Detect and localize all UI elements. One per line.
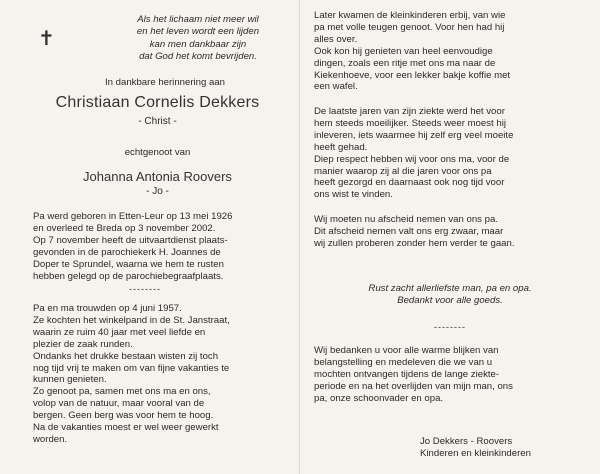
text-line: bergen. Geen berg was voor hem te hoog.: [33, 410, 214, 422]
poem-line: dat God het komt bevrijden.: [139, 50, 257, 62]
text-line: Ook kon hij genieten van heel eenvoudige: [314, 45, 493, 57]
poem: [118, 14, 278, 63]
text-line: volop van de natuur, maar vooral van de: [33, 398, 205, 410]
signature-line: Kinderen en kleinkinderen: [420, 448, 531, 459]
text-line: waarin ze ruim 40 jaar met veel liefde en: [33, 326, 206, 338]
right-paragraph-illness: [314, 106, 584, 201]
text-line: mochten ontvangen tijdens de lange ziekte-: [314, 368, 500, 380]
text-line: wij zullen proberen zonder hem verder te gaan.: [314, 237, 515, 249]
text-line: Op 7 november heeft de uitvaartdienst plaats-: [33, 234, 228, 246]
text-line: hebben gelegd op de parochiebegraafplaats.: [33, 270, 224, 282]
right-paragraph-farewell: [314, 214, 584, 250]
text-line: Wij moeten nu afscheid nemen van ons pa.: [314, 214, 498, 225]
spouse-name: Johanna Antonia Roovers: [83, 169, 232, 184]
text-line: Diep respect hebben wij voor ons ma, voor de: [314, 153, 510, 165]
text-line: heeft gehad.: [314, 141, 368, 153]
signature-line: Jo Dekkers - Roovers: [420, 436, 513, 447]
text-line: gevonden in de parochiekerk H. Joannes de: [33, 246, 221, 258]
text-line: Pa en ma trouwden op 4 juni 1957.: [33, 303, 182, 314]
text-line: heeft gezorgd en daarnaast ook nog tijd voor: [314, 177, 505, 189]
quote-line: Rust zacht allerliefste man, pa en opa.: [368, 283, 532, 294]
text-line: Zo genoot pa, samen met ons ma en ons,: [33, 386, 211, 398]
text-line: Ondanks het drukke bestaan wisten zij toch: [33, 350, 219, 362]
deceased-nickname: - Christ -: [138, 116, 177, 127]
text-line: manier waarop zij al die jaren voor ons pa: [314, 165, 492, 177]
text-line: en overleed te Breda op 3 november 2002.: [33, 222, 216, 234]
quote-line: Bedankt voor alle goeds.: [397, 295, 503, 306]
right-paragraph-grandchildren: [314, 10, 584, 93]
separator: --------: [434, 322, 466, 332]
left-paragraph-birth: [33, 211, 257, 282]
closing-quote: [314, 283, 586, 307]
poem-line: kan men dankbaar zijn: [149, 38, 247, 50]
text-line: De laatste jaren van zijn ziekte werd het voor: [314, 106, 505, 117]
text-line: Doper te Sprundel, waarna we hem te rusten: [33, 258, 224, 270]
text-line: periode en na het overlijden van mijn man, ons: [314, 380, 513, 392]
latin-cross-icon: ✝: [38, 26, 55, 50]
deceased-name: Christiaan Cornelis Dekkers: [55, 94, 260, 111]
text-line: kunnen genieten.: [33, 374, 107, 386]
poem-line: Als het lichaam niet meer wil: [137, 14, 259, 25]
intro-text: In dankbare herinnering aan: [104, 77, 225, 88]
text-line: pa, onze schoonvader en opa.: [314, 392, 444, 404]
text-line: een wafel.: [314, 81, 358, 93]
spouse-nickname: - Jo -: [146, 186, 169, 197]
text-line: plezier de zaak runden.: [33, 338, 133, 350]
text-line: nog tijd vrij te maken om van fijne vakanties te: [33, 362, 230, 374]
text-line: Kiekenhoeve, voor een lekker bakje koffie met: [314, 69, 511, 81]
separator: --------: [129, 284, 161, 294]
text-line: Pa werd geboren in Etten-Leur op 13 mei 1926: [33, 211, 233, 222]
fold-line: [299, 0, 300, 474]
text-line: inleveren, iets waarmee hij zelf erg veel moeite: [314, 129, 514, 141]
signature: [420, 436, 531, 460]
left-paragraph-marriage: [33, 303, 257, 446]
text-line: alles over.: [314, 33, 358, 45]
text-line: belangstelling en medeleven die we van u: [314, 356, 493, 368]
poem-line: en het leven wordt een lijden: [136, 26, 260, 38]
text-line: worden.: [33, 433, 68, 445]
right-paragraph-thanks: [314, 345, 584, 405]
text-line: Dit afscheid nemen valt ons erg zwaar, maar: [314, 225, 504, 237]
text-line: Ze kochten het winkelpand in de St. Janstraat,: [33, 314, 230, 326]
text-line: Later kwamen de kleinkinderen erbij, van wie: [314, 10, 506, 21]
text-line: pa met volle teugen genoot. Voor hen had hij: [314, 21, 505, 33]
text-line: Wij bedanken u voor alle warme blijken van: [314, 345, 499, 356]
text-line: dingen, zoals een ritje met ons ma naar de: [314, 57, 496, 69]
text-line: hem steeds moeilijker. Steeds weer moest hij: [314, 117, 506, 129]
spouse-label: echtgenoot van: [124, 147, 191, 158]
text-line: Na de vakanties moest er wel weer gewerkt: [33, 422, 219, 434]
text-line: ons wist te vinden.: [314, 189, 393, 201]
